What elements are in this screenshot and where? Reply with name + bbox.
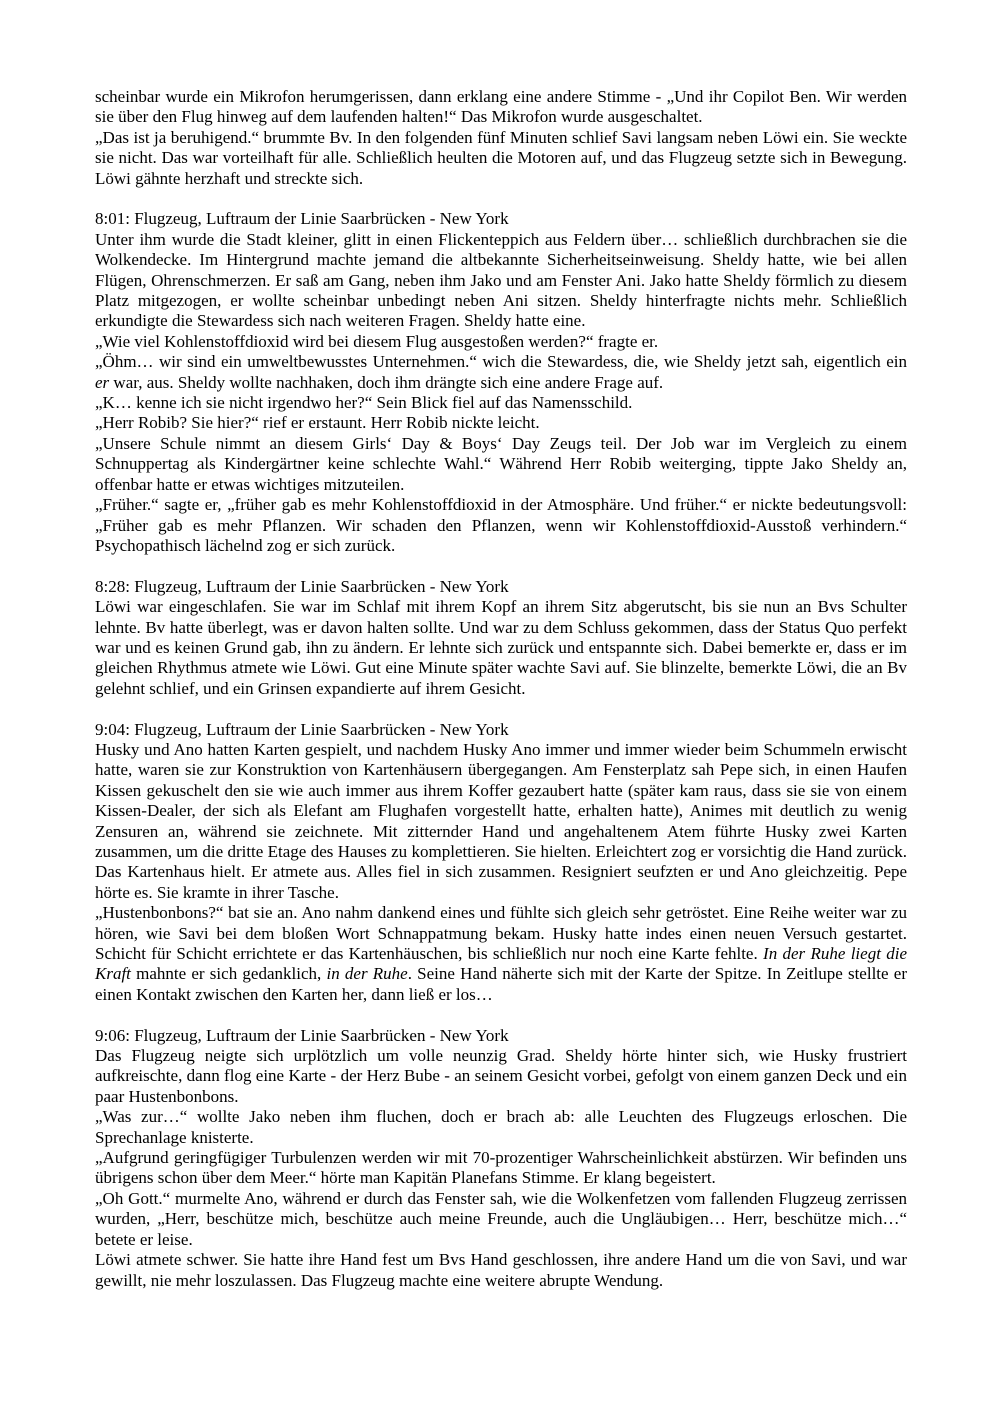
paragraph — [95, 1148, 907, 1189]
text-run: „Wie viel Kohlenstoffdioxid wird bei diesem Flug ausgestoßen werden?“ fragte er. — [95, 331, 659, 351]
text-run: „K… kenne ich sie nicht irgendwo her?“ Sein Blick fiel auf das Namensschild. — [95, 393, 633, 413]
paragraph — [95, 1046, 907, 1107]
text-run: 8:01: Flugzeug, Luftraum der Linie Saarbrücken - New York — [95, 209, 509, 229]
text-run: Das Flugzeug neigte sich urplötzlich um volle neunzig Grad. Sheldy hörte hinter sich, wie Husky frustriert aufkreischte, dann flog eine Karte - der Herz Bube - an seinem Gesicht vorbei, gefolgt von einem ganzen Deck und ein paar Hustenbonbons. — [95, 1046, 907, 1106]
text-run: war, aus. Sheldy wollte nachhaken, doch ihm drängte sich eine andere Frage auf. — [109, 372, 664, 392]
paragraph — [95, 413, 907, 433]
scene-heading — [95, 577, 907, 597]
text-run: Unter ihm wurde die Stadt kleiner, glitt in einen Flickenteppich aus Feldern über… schließlich durchbrachen sie die Wolkendecke. Im Hintergrund machte jemand die altbekannte Sicherheitseinweisung. Sheldy hatte, wie bei allen Flügen, Ohrenschmerzen. Er saß am Gang, neben ihm Jako und am Fenster Ani. Jako hatte Sheldy förmlich zu diesem Platz mitgezogen, er wollte scheinbar unbedingt neben Ani sitzen. Sheldy hinterfragte nichts mehr. Schließlich erkundigte die Stewardess sich nach weiteren Fragen. Sheldy hatte eine. — [95, 229, 907, 331]
text-run: scheinbar wurde ein Mikrofon herumgerissen, dann erklang eine andere Stimme - „Und ihr Copilot Ben. Wir werden sie über den Flug hinweg auf dem laufenden halten!“ Das Mikrofon wurde ausgeschaltet. — [95, 87, 907, 127]
text-run: „Unsere Schule nimmt an diesem Girls‘ Day & Boys‘ Day Zeugs teil. Der Job war im Vergleich zu einem Schnuppertag als Kindergärtner keine schlechte Wahl.“ Während Herr Robib weiterging, tippte Jako Sheldy an, offenbar hatte er etwas wichtiges mitzuteilen. — [95, 433, 907, 494]
text-run: „Früher.“ sagte er, „früher gab es mehr Kohlenstoffdioxid in der Atmosphäre. Und früher.“ er nickte bedeutungsvoll: „Früher gab es mehr Pflanzen. Wir schaden den Pflanzen, wenn wir Kohlenstoffdioxid-Ausstoß verhindern.“ Psychopathisch lächelnd zog er sich zurück. — [95, 495, 907, 555]
paragraph — [95, 1107, 907, 1148]
text-run: „Herr Robib? Sie hier?“ rief er erstaunt. Herr Robib nickte leicht. — [95, 413, 540, 433]
paragraph — [95, 903, 907, 1005]
text-run: . Seine Hand näherte sich mit der Karte der Spitze. In Zeitlupe stellte er einen Kontakt zwischen den Karten her, dann ließ er los… — [95, 964, 907, 1004]
text-run: Löwi atmete schwer. Sie hatte ihre Hand fest um Bvs Hand geschlossen, ihre andere Hand um die von Savi, und war gewillt, nie mehr loszulassen. Das Flugzeug machte eine weitere abrupte Wendung. — [95, 1250, 907, 1290]
blank-line — [95, 1005, 907, 1025]
paragraph — [95, 87, 907, 128]
paragraph — [95, 1189, 907, 1250]
italic-text-run: in der Ruhe — [326, 964, 408, 984]
text-run: „Was zur…“ wollte Jako neben ihm fluchen, doch er brach ab: alle Leuchten des Flugzeugs erloschen. Die Sprechanlage knisterte. — [95, 1107, 907, 1147]
text-run: „Öhm… wir sind ein umweltbewusstes Unternehmen.“ wich die Stewardess, die, wie Sheldy jetzt sah, eigentlich ein — [95, 352, 907, 372]
text-run: Husky und Ano hatten Karten gespielt, und nachdem Husky Ano immer und immer wieder beim Schummeln erwischt hatte, waren sie zur Konstruktion von Kartenhäusern übergegangen. Am Fensterplatz sah Pepe sich, in einen Haufen Kissen gekuschelt den sie wie auch immer aus ihrem Koffer gezaubert hatte (später kam raus, dass sie sie von einem Kissen-Dealer, der sich als Elefant am Flughafen vorgestellt hatte, erhalten hatte), Animes mit deutlich zu wenig Zensuren an, während sie zeichnete. Mit zitternder Hand und angehaltenem Atem führte Husky zwei Karten zusammen, um die dritte Etage des Hauses zu komplettieren. Sie hielten. Erleichtert zog er vorsichtig die Hand zurück. Das Kartenhaus hielt. Er atmete aus. Alles fiel in sich zusammen. Resigniert seufzten er und Ano gleichzeitig. Pepe hörte es. Sie kramte in ihrer Tasche. — [95, 739, 907, 902]
text-run: „Oh Gott.“ murmelte Ano, während er durch das Fenster sah, wie die Wolkenfetzen vom fallenden Flugzeug zerrissen wurden, „Herr, beschütze mich, beschütze auch meine Freunde, auch die Ungläubigen… Herr, beschütze mich…“ betete er leise. — [95, 1188, 907, 1249]
paragraph — [95, 1250, 907, 1291]
blank-line — [95, 556, 907, 576]
paragraph — [95, 434, 907, 495]
scene-heading — [95, 209, 907, 229]
text-run: 9:04: Flugzeug, Luftraum der Linie Saarbrücken - New York — [95, 719, 509, 739]
paragraph — [95, 352, 907, 393]
paragraph — [95, 740, 907, 903]
scene-heading — [95, 1026, 907, 1046]
paragraph — [95, 332, 907, 352]
text-run: mahnte er sich gedanklich, — [130, 964, 327, 984]
blank-line — [95, 189, 907, 209]
paragraph — [95, 597, 907, 699]
text-run: „Hustenbonbons?“ bat sie an. Ano nahm dankend eines und fühlte sich gleich sehr getröstet. Eine Reihe weiter war zu hören, wie Savi bei dem bloßen Wort Schnappatmung bekam. Husky hatte indes einen neuen Versuch gestartet. Schicht für Schicht errichtete er das Kartenhäuschen, bis schließlich nur noch eine Karte fehlte. — [95, 903, 907, 964]
blank-line — [95, 699, 907, 719]
paragraph — [95, 393, 907, 413]
text-run: 8:28: Flugzeug, Luftraum der Linie Saarbrücken - New York — [95, 576, 509, 596]
text-run: „Das ist ja beruhigend.“ brummte Bv. In den folgenden fünf Minuten schlief Savi langsam neben Löwi ein. Sie weckte sie nicht. Das war vorteilhaft für alle. Schließlich heulten die Motoren auf, und das Flugzeug setzte sich in Bewegung. Löwi gähnte herzhaft und streckte sich. — [95, 127, 907, 188]
text-run: „Aufgrund geringfügiger Turbulenzen werden wir mit 70-prozentiger Wahrscheinlichkeit abstürzen. Wir befinden uns übrigens schon über dem Meer.“ hörte man Kapitän Planefans Stimme. Er klang begeistert. — [95, 1148, 907, 1188]
paragraph — [95, 495, 907, 556]
text-run: Löwi war eingeschlafen. Sie war im Schlaf mit ihrem Kopf an ihrem Sitz abgerutscht, bis sie nun an Bvs Schulter lehnte. Bv hatte überlegt, was er davon halten sollte. Und war zu dem Schluss gekommen, dass der Status Quo perfekt war und es keinen Grund gab, ihn zu ändern. Er lehnte sich zurück und entspannte sich. Dabei bemerkte er, dass er im gleichen Rhythmus atmete wie Löwi. Gut eine Minute später wachte Savi auf. Sie blinzelte, bemerkte Löwi, die an Bv gelehnt schlief, und ein Grinsen expandierte auf ihrem Gesicht. — [95, 597, 907, 698]
paragraph — [95, 128, 907, 189]
paragraph — [95, 230, 907, 332]
italic-text-run: er — [95, 372, 110, 392]
document-page — [95, 87, 907, 1291]
text-run: 9:06: Flugzeug, Luftraum der Linie Saarbrücken - New York — [95, 1025, 509, 1045]
italic-text-run: In der Ruhe liegt die Kraft — [95, 944, 907, 984]
scene-heading — [95, 720, 907, 740]
